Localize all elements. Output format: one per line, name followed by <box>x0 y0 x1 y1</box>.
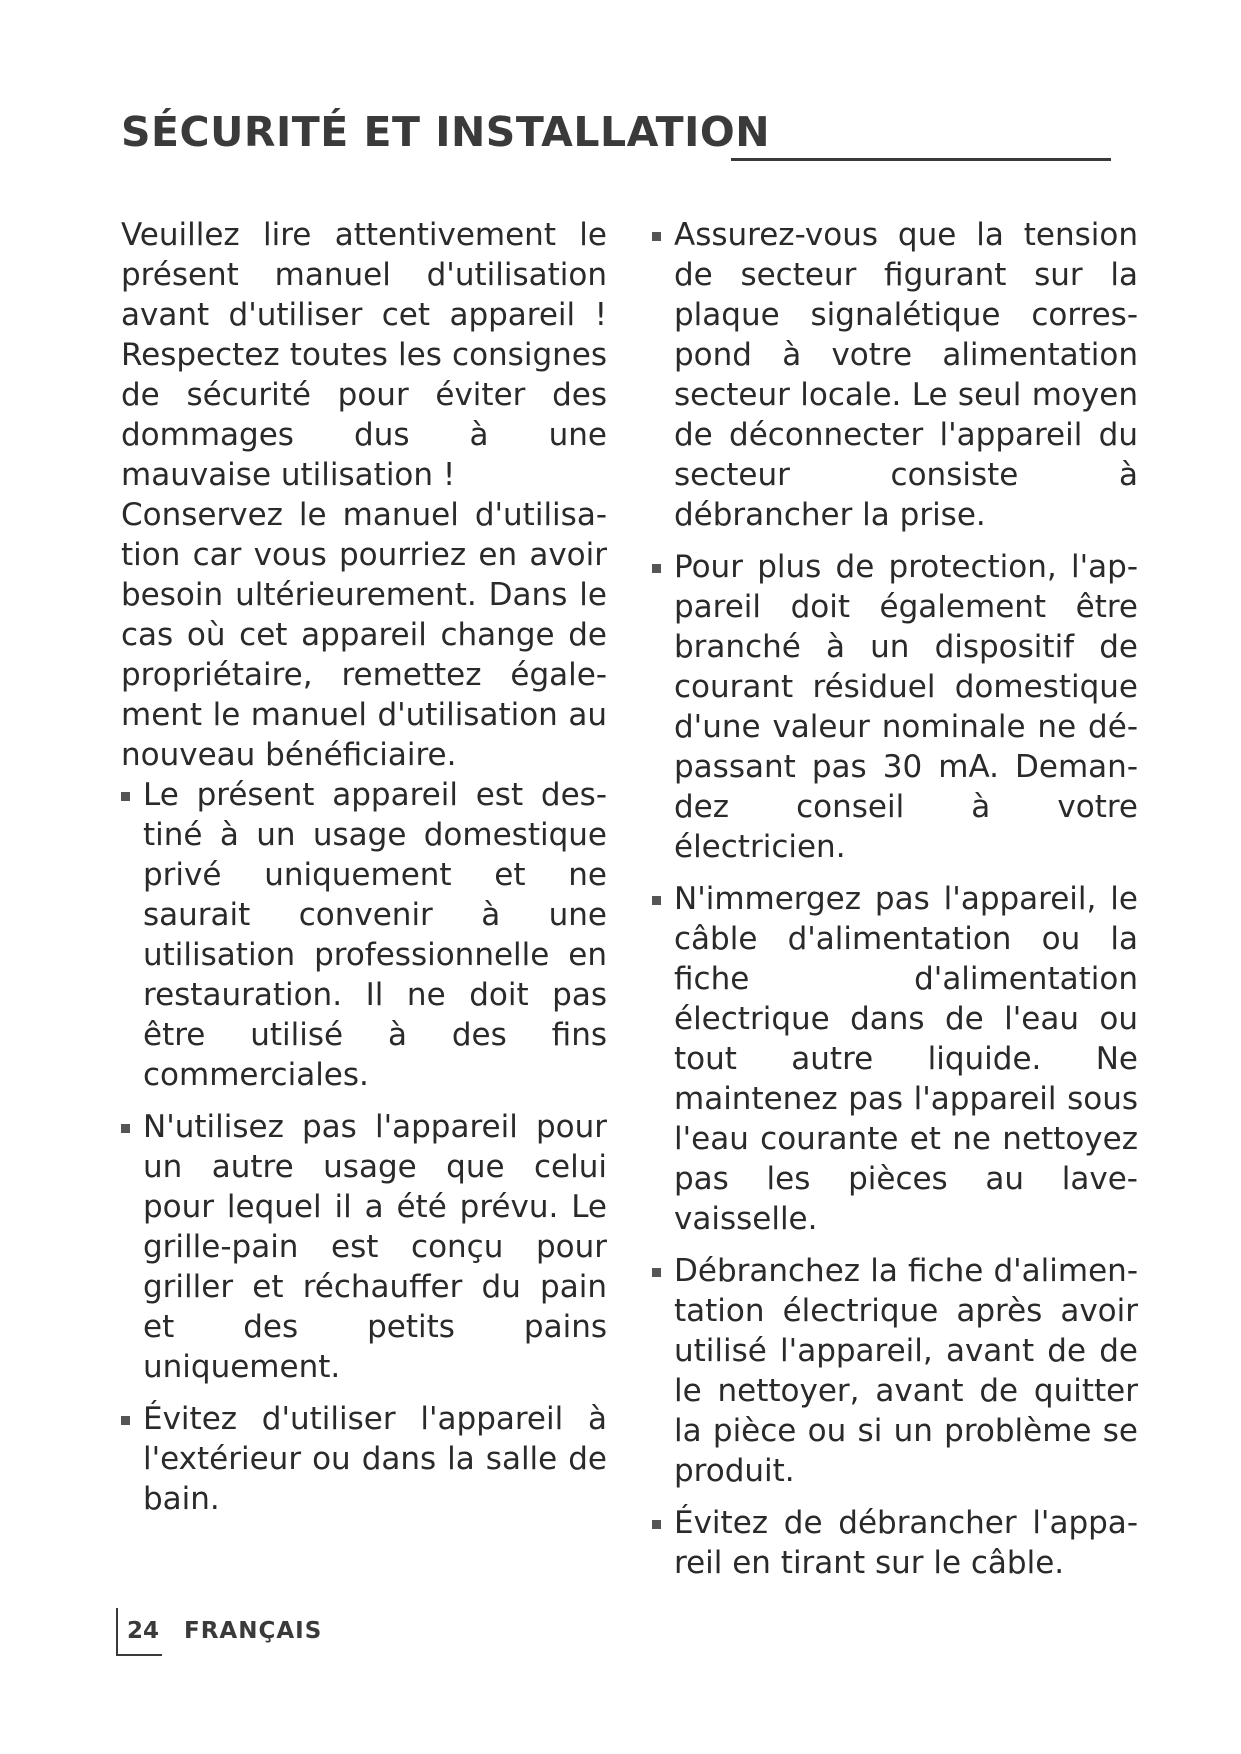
bullet-item <box>121 775 607 1095</box>
page-footer <box>116 1608 416 1656</box>
intro-paragraph-1: Veuillez lire attentivement le présent manuel d'utilisation avant d'utiliser cet appareil ! Respectez toutes les consignes de sécurité pour éviter des dommages dus à une mauvaise utilisation ! <box>121 217 607 493</box>
square-bullet-icon <box>121 792 130 801</box>
section-title: SÉCURITÉ ET INSTALLATION <box>121 108 771 156</box>
bullet-text: Le présent appareil est destiné à un usage domestique privé uniquement et ne saurait convenir à une utilisation professionnelle en restauration. Il ne doit pas être utilisé à des fins commerciales. <box>143 777 607 1093</box>
bullet-text: Débranchez la fiche d'alimentation électrique après avoir utilisé l'appareil, avant de de le nettoyer, avant de quitter la pièce ou si un problème se produit. <box>674 1253 1138 1489</box>
bullet-item <box>121 1107 607 1387</box>
right-column <box>652 215 1138 1595</box>
square-bullet-icon <box>652 1520 661 1529</box>
square-bullet-icon <box>121 1124 130 1133</box>
intro-paragraph-2: Conservez le manuel d'utilisation car vous pourriez en avoir besoin ultérieurement. Dans le cas où cet appareil change de propriétaire, remettez également le manuel d'utilisation au nouveau bénéficiaire. <box>121 497 607 773</box>
square-bullet-icon <box>652 896 661 905</box>
square-bullet-icon <box>121 1416 130 1425</box>
bullet-text: N'immergez pas l'appareil, le câble d'alimentation ou la fiche d'alimentation électrique dans de l'eau ou tout autre liquide. Ne maintenez pas l'appareil sous l'eau courante et ne nettoyez pas les pièces au lave-vaisselle. <box>674 881 1138 1237</box>
square-bullet-icon <box>652 232 661 241</box>
language-label: FRANÇAIS <box>184 1618 323 1644</box>
bullet-item <box>121 1399 607 1519</box>
bullet-text: Assurez-vous que la tension de secteur figurant sur la plaque signalétique correspond à votre alimentation secteur locale. Le seul moyen de déconnecter l'appareil du secteur consiste à débrancher la prise. <box>674 217 1138 533</box>
page-header <box>121 108 1111 168</box>
bullet-text: N'utilisez pas l'appareil pour un autre usage que celui pour lequel il a été prévu. Le grille-pain est conçu pour griller et réchauffer du pain et des petits pains uniquement. <box>143 1109 607 1385</box>
bullet-text: Pour plus de protection, l'appareil doit également être branché à un dispositif de courant résiduel domestique d'une valeur nominale ne dépassant pas 30 mA. Demandez conseil à votre électricien. <box>674 549 1138 865</box>
footer-corner-rule <box>116 1654 162 1656</box>
bullet-text: Évitez de débrancher l'appareil en tirant sur le câble. <box>674 1505 1138 1581</box>
bullet-item <box>652 1503 1138 1583</box>
left-column <box>121 215 607 1531</box>
bullet-item <box>652 879 1138 1239</box>
square-bullet-icon <box>652 564 661 573</box>
footer-corner-rule <box>116 1608 118 1656</box>
title-underline-rule <box>731 158 1111 161</box>
bullet-item <box>652 547 1138 867</box>
bullet-item <box>652 1251 1138 1491</box>
page-number: 24 <box>127 1618 160 1644</box>
bullet-item <box>652 215 1138 535</box>
square-bullet-icon <box>652 1268 661 1277</box>
bullet-text: Évitez d'utiliser l'appareil à l'extérieur ou dans la salle de bain. <box>143 1401 607 1517</box>
